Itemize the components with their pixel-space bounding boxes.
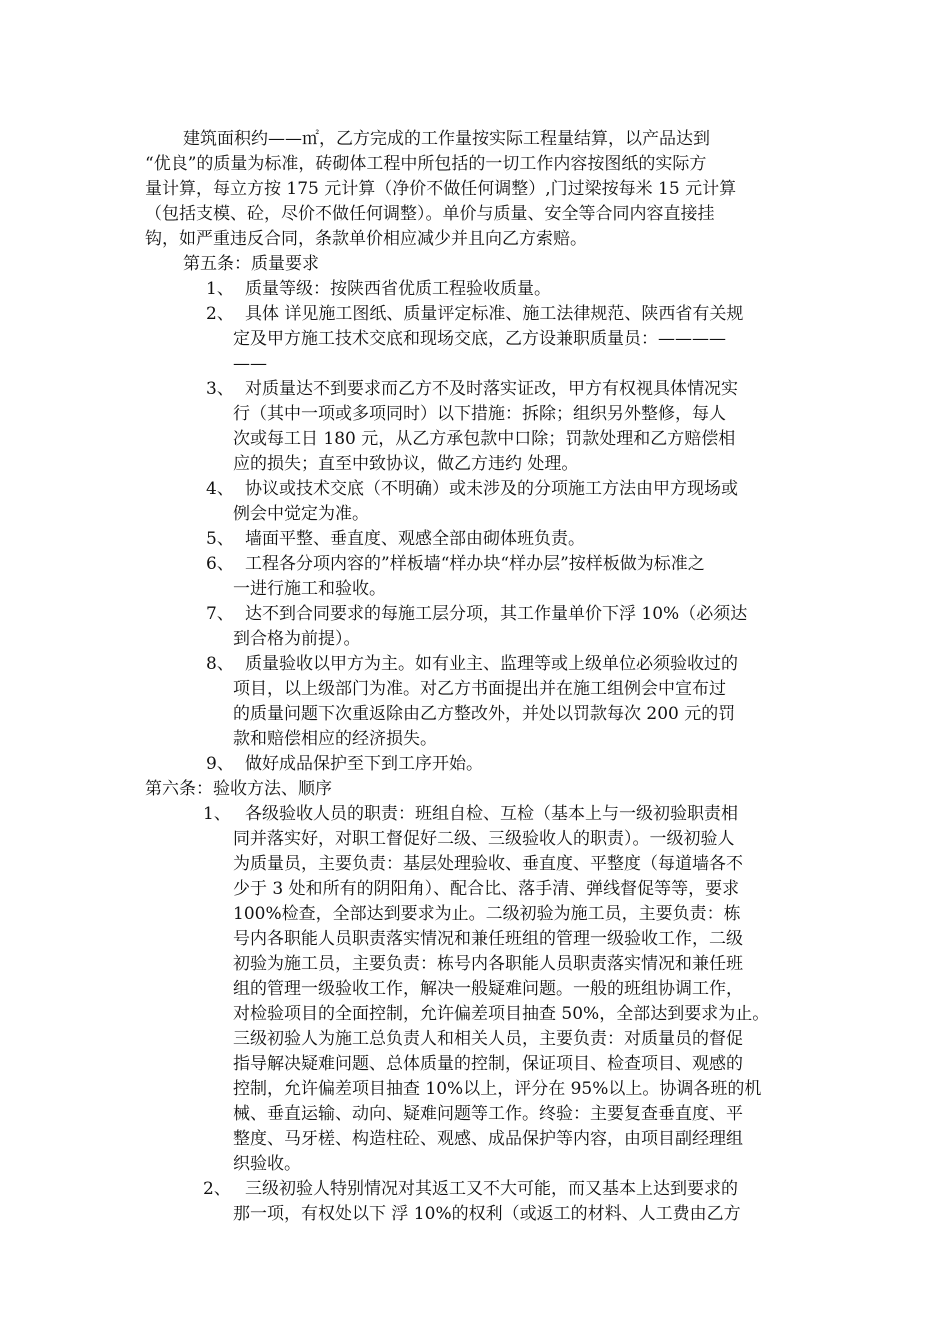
article-6-heading: 第六条：验收方法、顺序 [145, 779, 332, 799]
text-line: 织验收。 [233, 1154, 301, 1174]
text-line: 控制，允许偏差项目抽查 10%以上，评分在 95%以上。协调各班的机 [233, 1079, 762, 1099]
item-number: 2、 [206, 304, 234, 324]
text-line: 行（其中一项或多项同时）以下措施：拆除；组织另外整修，每人 [233, 404, 726, 424]
text-line: 指导解决疑难问题、总体质量的控制，保证项目、检查项目、观感的 [233, 1054, 743, 1074]
text-line: 的质量问题下次重返除由乙方整改外，并处以罚款每次 200 元的罚 [233, 704, 736, 724]
text-line: —— [233, 354, 267, 374]
text-line: 款和赔偿相应的经济损失。 [233, 729, 437, 749]
article-5-heading: 第五条：质量要求 [183, 254, 319, 274]
item-number: 9、 [206, 754, 234, 774]
text-line: 例会中觉定为准。 [233, 504, 369, 524]
text-line: 到合格为前提）。 [233, 629, 361, 649]
item-number: 6、 [206, 554, 234, 574]
item-number: 5、 [206, 529, 234, 549]
text-line: 具体 详见施工图纸、质量评定标准、施工法律规范、陕西省有关规 [245, 304, 744, 324]
text-line: 三级初验人为施工总负责人和相关人员，主要负责：对质量员的督促 [233, 1029, 743, 1049]
text-line: 墙面平整、垂直度、观感全部由砌体班负责。 [245, 529, 585, 549]
text-line: “优良”的质量为标准，砖砌体工程中所包括的一切工作内容按图纸的实际方 [145, 154, 707, 174]
text-line: 做好成品保护至下到工序开始。 [245, 754, 483, 774]
text-line: 应的损失；直至中致协议，做乙方违约 处理。 [233, 454, 579, 474]
item-number: 8、 [206, 654, 234, 674]
text-line: 定及甲方施工技术交底和现场交底，乙方设兼职质量员：———— [233, 329, 726, 349]
text-line: 质量等级：按陕西省优质工程验收质量。 [245, 279, 551, 299]
text-line: 整度、马牙槎、构造柱砼、观感、成品保护等内容，由项目副经理组 [233, 1129, 743, 1149]
text-line: 质量验收以甲方为主。如有业主、监理等或上级单位必须验收过的 [245, 654, 738, 674]
text-line: 工程各分项内容的”样板墙“样办块“样办层”按样板做为标准之 [245, 554, 705, 574]
item-number: 2、 [203, 1179, 231, 1199]
text-line: 一进行施工和验收。 [233, 579, 386, 599]
text-line: 组的管理一级验收工作，解决一般疑难问题。一般的班组协调工作， [233, 979, 743, 999]
item-number: 4、 [206, 479, 234, 499]
text-line: 对检验项目的全面控制，允许偏差项目抽查 50%，全部达到要求为止。 [233, 1004, 770, 1024]
text-line: 同并落实好，对职工督促好二级、三级验收人的职责）。一级初验人 [233, 829, 735, 849]
text-line: （包括支模、砼，尽价不做任何调整）。单价与质量、安全等合同内容直接挂 [145, 204, 715, 224]
item-number: 3、 [206, 379, 234, 399]
item-number: 1、 [203, 804, 231, 824]
text-line: 那一项，有权处以下 浮 10%的权利（或返工的材料、人工费由乙方 [233, 1204, 741, 1224]
text-line: 械、垂直运输、动向、疑难问题等工作。终验：主要复查垂直度、平 [233, 1104, 743, 1124]
text-line: 项目，以上级部门为准。对乙方书面提出并在施工组例会中宣布过 [233, 679, 726, 699]
text-line: 协议或技术交底（不明确）或未涉及的分项施工方法由甲方现场或 [245, 479, 738, 499]
text-line: 少于 3 处和所有的阴阳角）、配合比、落手清、弹线督促等等，要求 [233, 879, 740, 899]
text-line: 量计算，每立方按 175 元计算（净价不做任何调整）,门过梁按每米 15 元计算 [145, 179, 737, 199]
text-line: 三级初验人特别情况对其返工又不大可能，而又基本上达到要求的 [245, 1179, 738, 1199]
item-number: 7、 [206, 604, 234, 624]
text-line: 钩，如严重违反合同，条款单价相应减少并且向乙方索赔。 [145, 229, 587, 249]
text-line: 达不到合同要求的每施工层分项，其工作量单价下浮 10%（必须达 [245, 604, 748, 624]
text-line: 初验为施工员，主要负责：栋号内各职能人员职责落实情况和兼任班 [233, 954, 743, 974]
item-number: 1、 [206, 279, 234, 299]
text-line: 建筑面积约——㎡，乙方完成的工作量按实际工程量结算，以产品达到 [183, 129, 710, 149]
text-line: 100%检查，全部达到要求为止。二级初验为施工员，主要负责：栋 [233, 904, 741, 924]
text-line: 各级验收人员的职责：班组自检、互检（基本上与一级初验职责相 [245, 804, 738, 824]
text-line: 对质量达不到要求而乙方不及时落实证改，甲方有权视具体情况实 [245, 379, 738, 399]
text-line: 为质量员，主要负责：基层处理验收、垂直度、平整度（每道墙各不 [233, 854, 743, 874]
text-line: 号内各职能人员职责落实情况和兼任班组的管理一级验收工作，二级 [233, 929, 743, 949]
text-line: 次或每工日 180 元，从乙方承包款中口除；罚款处理和乙方赔偿相 [233, 429, 736, 449]
